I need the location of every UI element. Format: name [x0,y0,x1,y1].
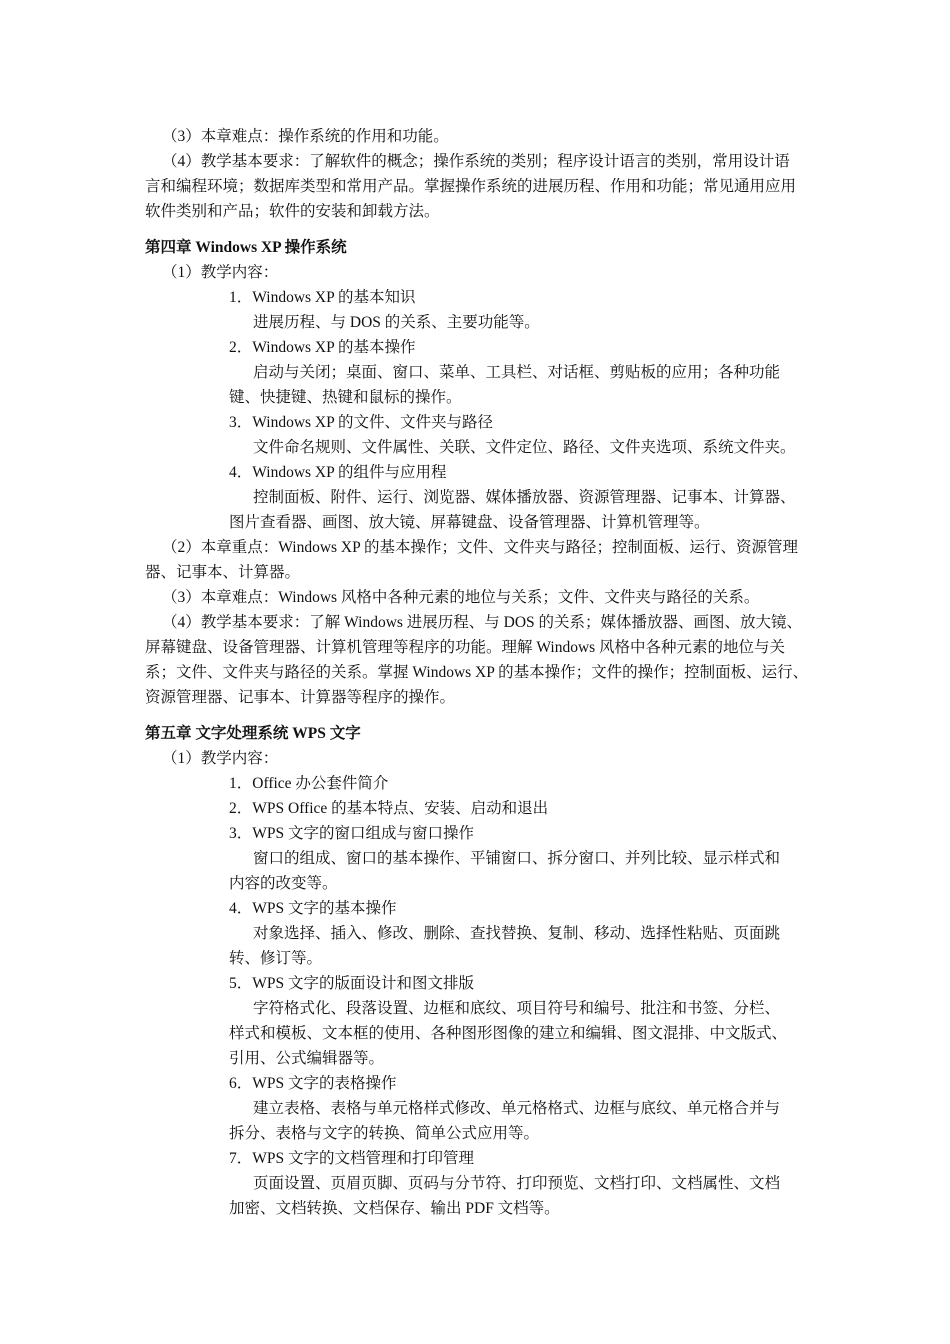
document-page [145,124,855,1221]
chapter-4-item-4-title: 4．Windows XP 的组件与应用程 [229,464,447,481]
chapter-4-item-4-desc-2: 图片查看器、画图、放大镜、屏幕键盘、设备管理器、计算机管理等。 [229,514,710,531]
chapter-4-item-2-title: 2．Windows XP 的基本操作 [229,339,416,356]
chapter-5-item-7-desc-2: 加密、文档转换、文档保存、输出 PDF 文档等。 [229,1200,560,1217]
sec3-requirements-line-3: 软件类别和产品；软件的安装和卸载方法。 [145,203,440,220]
chapter-5-item-3-desc-2: 内容的改变等。 [229,875,338,892]
chapter-5-content-label: （1）教学内容： [162,750,279,767]
chapter-5-item-5-desc-2: 样式和模板、文本框的使用、各种图形图像的建立和编辑、图文混排、中文版式、 [229,1025,788,1042]
chapter-4-key-points-line-1: （2）本章重点：Windows XP 的基本操作；文件、文件夹与路径；控制面板、运行、资源管理 [162,539,799,556]
chapter-5-item-6-desc-2: 拆分、表格与文字的转换、简单公式应用等。 [229,1125,540,1142]
chapter-4-content-label: （1）教学内容： [162,264,279,281]
chapter-4-item-4-desc-1: 控制面板、附件、运行、浏览器、媒体播放器、资源管理器、记事本、计算器、 [253,489,796,506]
chapter-4-item-2-desc-2: 键、快捷键、热键和鼠标的操作。 [229,389,462,406]
chapter-4-item-1-desc: 进展历程、与 DOS 的关系、主要功能等。 [253,314,540,331]
chapter-5-item-3-desc-1: 窗口的组成、窗口的基本操作、平铺窗口、拆分窗口、并列比较、显示样式和 [253,850,781,867]
chapter-5-item-7-desc-1: 页面设置、页眉页脚、页码与分节符、打印预览、文档打印、文档属性、文档 [253,1175,781,1192]
chapter-5-item-2-title: 2．WPS Office 的基本特点、安装、启动和退出 [229,800,549,817]
chapter-5-item-4-desc-1: 对象选择、插入、修改、删除、查找替换、复制、移动、选择性粘贴、页面跳 [253,925,781,942]
chapter-5-item-6-title: 6．WPS 文字的表格操作 [229,1075,397,1092]
sec3-difficulty: （3）本章难点：操作系统的作用和功能。 [162,128,449,145]
chapter-5-item-4-title: 4．WPS 文字的基本操作 [229,900,397,917]
chapter-5-item-6-desc-1: 建立表格、表格与单元格样式修改、单元格格式、边框与底纹、单元格合并与 [253,1100,781,1117]
chapter-5-item-4-desc-2: 转、修订等。 [229,950,323,967]
chapter-4-item-1-title: 1．Windows XP 的基本知识 [229,289,416,306]
chapter-4-requirements-line-3: 系；文件、文件夹与路径的关系。掌握 Windows XP 的基本操作；文件的操作；控制面板、运行、 [145,664,809,681]
chapter-5-item-5-desc-3: 引用、公式编辑器等。 [229,1050,385,1067]
chapter-4-title: 第四章 Windows XP 操作系统 [145,239,347,256]
chapter-5-item-5-desc-1: 字符格式化、段落设置、边框和底纹、项目符号和编号、批注和书签、分栏、 [253,1000,781,1017]
chapter-4-item-3-title: 3．Windows XP 的文件、文件夹与路径 [229,414,494,431]
chapter-4-item-3-desc: 文件命名规则、文件属性、关联、文件定位、路径、文件夹选项、系统文件夹。 [253,439,796,456]
chapter-5-title: 第五章 文字处理系统 WPS 文字 [145,725,361,742]
chapter-4-key-points-line-2: 器、记事本、计算器。 [145,564,301,581]
chapter-4-requirements-line-2: 屏幕键盘、设备管理器、计算机管理等程序的功能。理解 Windows 风格中各种元素的地位与关 [145,639,786,656]
chapter-5-item-5-title: 5．WPS 文字的版面设计和图文排版 [229,975,474,992]
sec3-requirements-line-1: （4）教学基本要求：了解软件的概念；操作系统的类别；程序设计语言的类别，常用设计语 [162,153,790,170]
chapter-4-difficulty: （3）本章难点：Windows 风格中各种元素的地位与关系；文件、文件夹与路径的关系。 [162,589,760,606]
chapter-5-item-3-title: 3．WPS 文字的窗口组成与窗口操作 [229,825,474,842]
chapter-4-requirements-line-4: 资源管理器、记事本、计算器等程序的操作。 [145,689,456,706]
sec3-requirements-line-2: 言和编程环境；数据库类型和常用产品。掌握操作系统的进展历程、作用和功能；常见通用应用 [145,178,797,195]
chapter-5-item-7-title: 7．WPS 文字的文档管理和打印管理 [229,1150,474,1167]
chapter-4-item-2-desc-1: 启动与关闭；桌面、窗口、菜单、工具栏、对话框、剪贴板的应用；各种功能 [253,364,781,381]
chapter-4-requirements-line-1: （4）教学基本要求：了解 Windows 进展历程、与 DOS 的关系；媒体播放器、画图、放大镜、 [162,614,803,631]
chapter-5-item-1-title: 1．Office 办公套件简介 [229,775,389,792]
